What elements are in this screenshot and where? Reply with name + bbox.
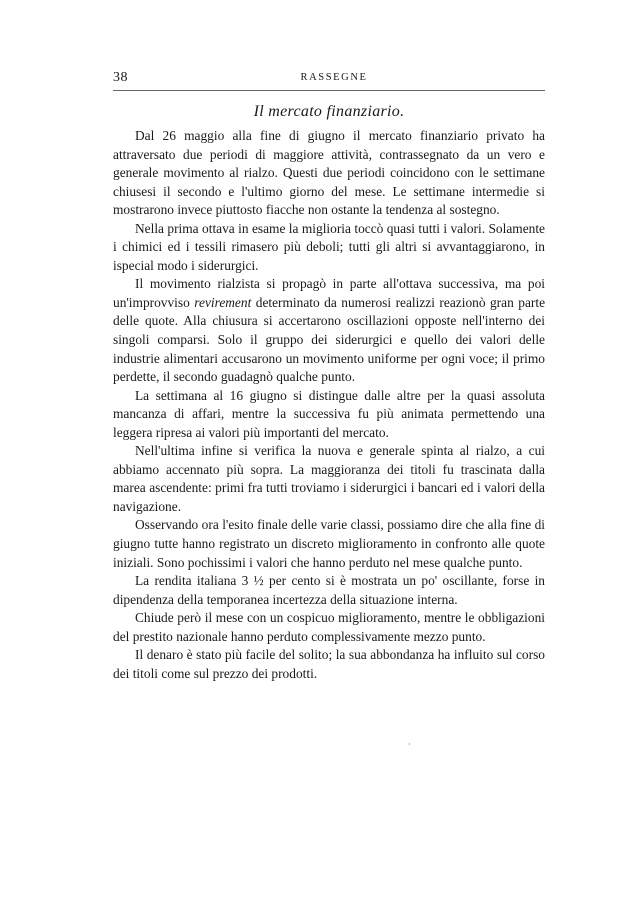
paragraph: La rendita italiana 3 ½ per cento si è mostrata un po' oscillante, forse in dipendenza della temporanea incertezza della situazione interna. <box>113 573 545 607</box>
paragraph: Osservando ora l'esito finale delle varie classi, possiamo dire che alla fine di giugno tutte hanno registrato un discreto miglioramento in confronto alle quote iniziali. Sono pochissimi i valori che hanno perduto nel mese qualche punto. <box>113 517 545 570</box>
paragraph: Dal 26 maggio alla fine di giugno il mercato finanziario privato ha attraversato due periodi di maggiore attività, contrassegnato da un vero e generale movimento al rialzo. Questi due periodi coincidono con le settimane chiusesi il secondo e l'ultimo giorno del mese. Le settimane intermedie si mostrarono invece piuttosto fiacche non ostante la tendenza al sostegno. <box>113 128 545 218</box>
stray-mark: · <box>408 740 411 749</box>
paragraph: Nella prima ottava in esame la miglioria toccò quasi tutti i valori. Solamente i chimici ed i tessili rimasero più deboli; tutti gli altri si avvantaggiarono, in ispecial modo i siderurgici. <box>113 220 545 273</box>
paragraph: Il denaro è stato più facile del solito; la sua abbondanza ha influito sul corso dei titoli come sul prezzo dei prodotti. <box>113 647 545 681</box>
paragraph: Nell'ultima infine si verifica la nuova e generale spinta al rialzo, a cui abbiamo accennato più sopra. La maggioranza dei titoli fu trascinata dalla marea ascendente: primi fra tutti troviamo i siderurgici i bancari ed i valori della navigazione. <box>113 443 545 514</box>
emphasized-word: revirement <box>194 294 252 310</box>
paragraph: La settimana al 16 giugno si distingue dalle altre per la quasi assoluta mancanza di affari, mentre la successiva fu più animata permettendo una leggera ripresa ai valori più importanti del mercato. <box>113 387 545 440</box>
paragraph: Chiude però il mese con un cospicuo miglioramento, mentre le obbligazioni del prestito nazionale hanno perduto complessivamente mezzo punto. <box>113 610 545 644</box>
page-header <box>113 70 545 91</box>
running-head: RASSEGNE <box>300 72 368 83</box>
article-body <box>113 127 545 683</box>
page-number: 38 <box>113 70 128 85</box>
article-title: Il mercato finanziario. <box>253 103 405 120</box>
paragraph: Il movimento rialzista si propagò in parte all'ottava successiva, ma poi un'improvviso revirement determinato da numerosi realizzi reazionò gran parte delle quote. Alla chiusura si accertarono oscillazioni opposte nell'interno dei singoli comparsi. Solo il gruppo dei siderurgici e quello dei valori delle industrie alimentari accusarono un movimento uniforme per ogni voce; il primo perdette, il secondo guadagnò qualche punto. <box>113 276 546 385</box>
